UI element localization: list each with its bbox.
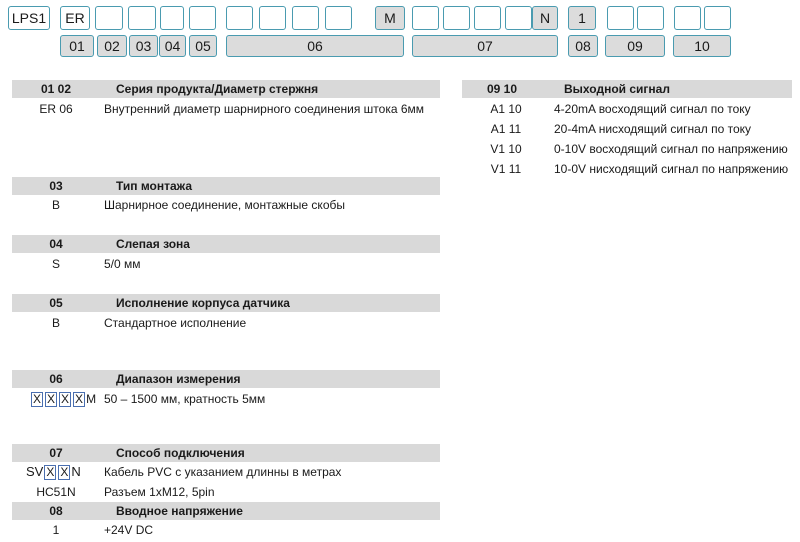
section-code: 09 10 [486, 82, 518, 96]
section-title: Вводное напряжение [116, 504, 243, 518]
section-header-08 [12, 502, 440, 520]
position-label-04: 04 [159, 35, 186, 57]
code-box-07a [412, 6, 439, 30]
position-label-10: 10 [673, 35, 731, 57]
list-item: B Шарнирное соединение, монтажные скобы [51, 198, 345, 212]
code-box-07b [443, 6, 470, 30]
code-box-07d [505, 6, 532, 30]
section-header-07 [12, 444, 440, 462]
list-item: 1 +24V DC [52, 523, 154, 537]
code-box-1: 1 [568, 6, 596, 30]
list-item: V1 11 10-0V нисходящий сигнал по напряжению [490, 162, 789, 176]
code-box-06d [325, 6, 352, 30]
section-header-03 [12, 177, 440, 195]
position-label-06: 06 [226, 35, 404, 57]
connection-code: SV X X N [26, 464, 81, 479]
code-box-er: ER [60, 6, 90, 30]
code-box-lps1: LPS1 [8, 6, 50, 30]
code-box-05 [160, 6, 184, 30]
code-box-06c [292, 6, 319, 30]
code-box-04 [128, 6, 156, 30]
code-box-m: M [375, 6, 405, 30]
code-box-06a [226, 6, 253, 30]
range-digit: X [33, 392, 42, 406]
section-header-0910 [462, 80, 792, 98]
range-digit: X [75, 392, 84, 406]
list-item: X X X X M 50 – 1500 мм, кратность 5мм [12, 391, 452, 407]
section-code: 08 [49, 504, 63, 518]
list-item: HC51N Разъем 1хМ12, 5pin [36, 485, 215, 499]
code-box-10a [674, 6, 701, 30]
section-title: Выходной сигнал [564, 82, 670, 96]
section-title: Диапазон измерения [116, 372, 241, 386]
connection-digit: X [46, 465, 55, 479]
connection-digit: X [60, 465, 69, 479]
section-code: 07 [49, 446, 63, 460]
range-suffix: M [86, 392, 97, 406]
section-header-06 [12, 370, 440, 388]
list-item: A1 10 4-20mA восходящий сигнал по току [490, 102, 751, 116]
range-digit: X [47, 392, 56, 406]
section-title: Слепая зона [116, 237, 190, 251]
position-label-09: 09 [605, 35, 665, 57]
list-item: ER 06 Внутренний диаметр шарнирного соединения штока 6мм [39, 102, 425, 116]
code-box-09b [637, 6, 664, 30]
range-digit: X [61, 392, 70, 406]
section-title: Исполнение корпуса датчика [116, 296, 290, 310]
section-title: Тип монтажа [116, 179, 193, 193]
section-title: Серия продукта/Диаметр стержня [116, 82, 319, 96]
position-label-07: 07 [412, 35, 558, 57]
section-code: 03 [49, 179, 63, 193]
list-item: A1 11 20-4mA нисходящий сигнал по току [490, 122, 752, 136]
position-label-05: 05 [189, 35, 217, 57]
section-code: 01 02 [40, 82, 72, 96]
list-item: S 5/0 мм [51, 257, 141, 271]
section-title: Способ подключения [116, 446, 245, 460]
list-item: SV X X N Кабель PVC с указанием длинны в метрах [26, 464, 342, 479]
code-box-10b [704, 6, 731, 30]
list-item: B Стандартное исполнение [51, 316, 247, 330]
position-label-08: 08 [568, 35, 598, 57]
position-label-03: 03 [129, 35, 158, 57]
list-item: V1 10 0-10V восходящий сигнал по напряжению [490, 142, 788, 156]
code-box-07c [474, 6, 501, 30]
code-box-06b [259, 6, 286, 30]
code-box-05b [189, 6, 216, 30]
section-header-0102 [12, 80, 440, 98]
section-header-05 [12, 294, 440, 312]
section-header-04 [12, 235, 440, 253]
position-label-02: 02 [97, 35, 127, 57]
section-code: 05 [49, 296, 63, 310]
section-code: 06 [49, 372, 63, 386]
code-box-09a [607, 6, 634, 30]
section-code: 04 [49, 237, 63, 251]
code-box-n: N [532, 6, 558, 30]
position-label-01: 01 [60, 35, 94, 57]
code-box-03 [95, 6, 123, 30]
